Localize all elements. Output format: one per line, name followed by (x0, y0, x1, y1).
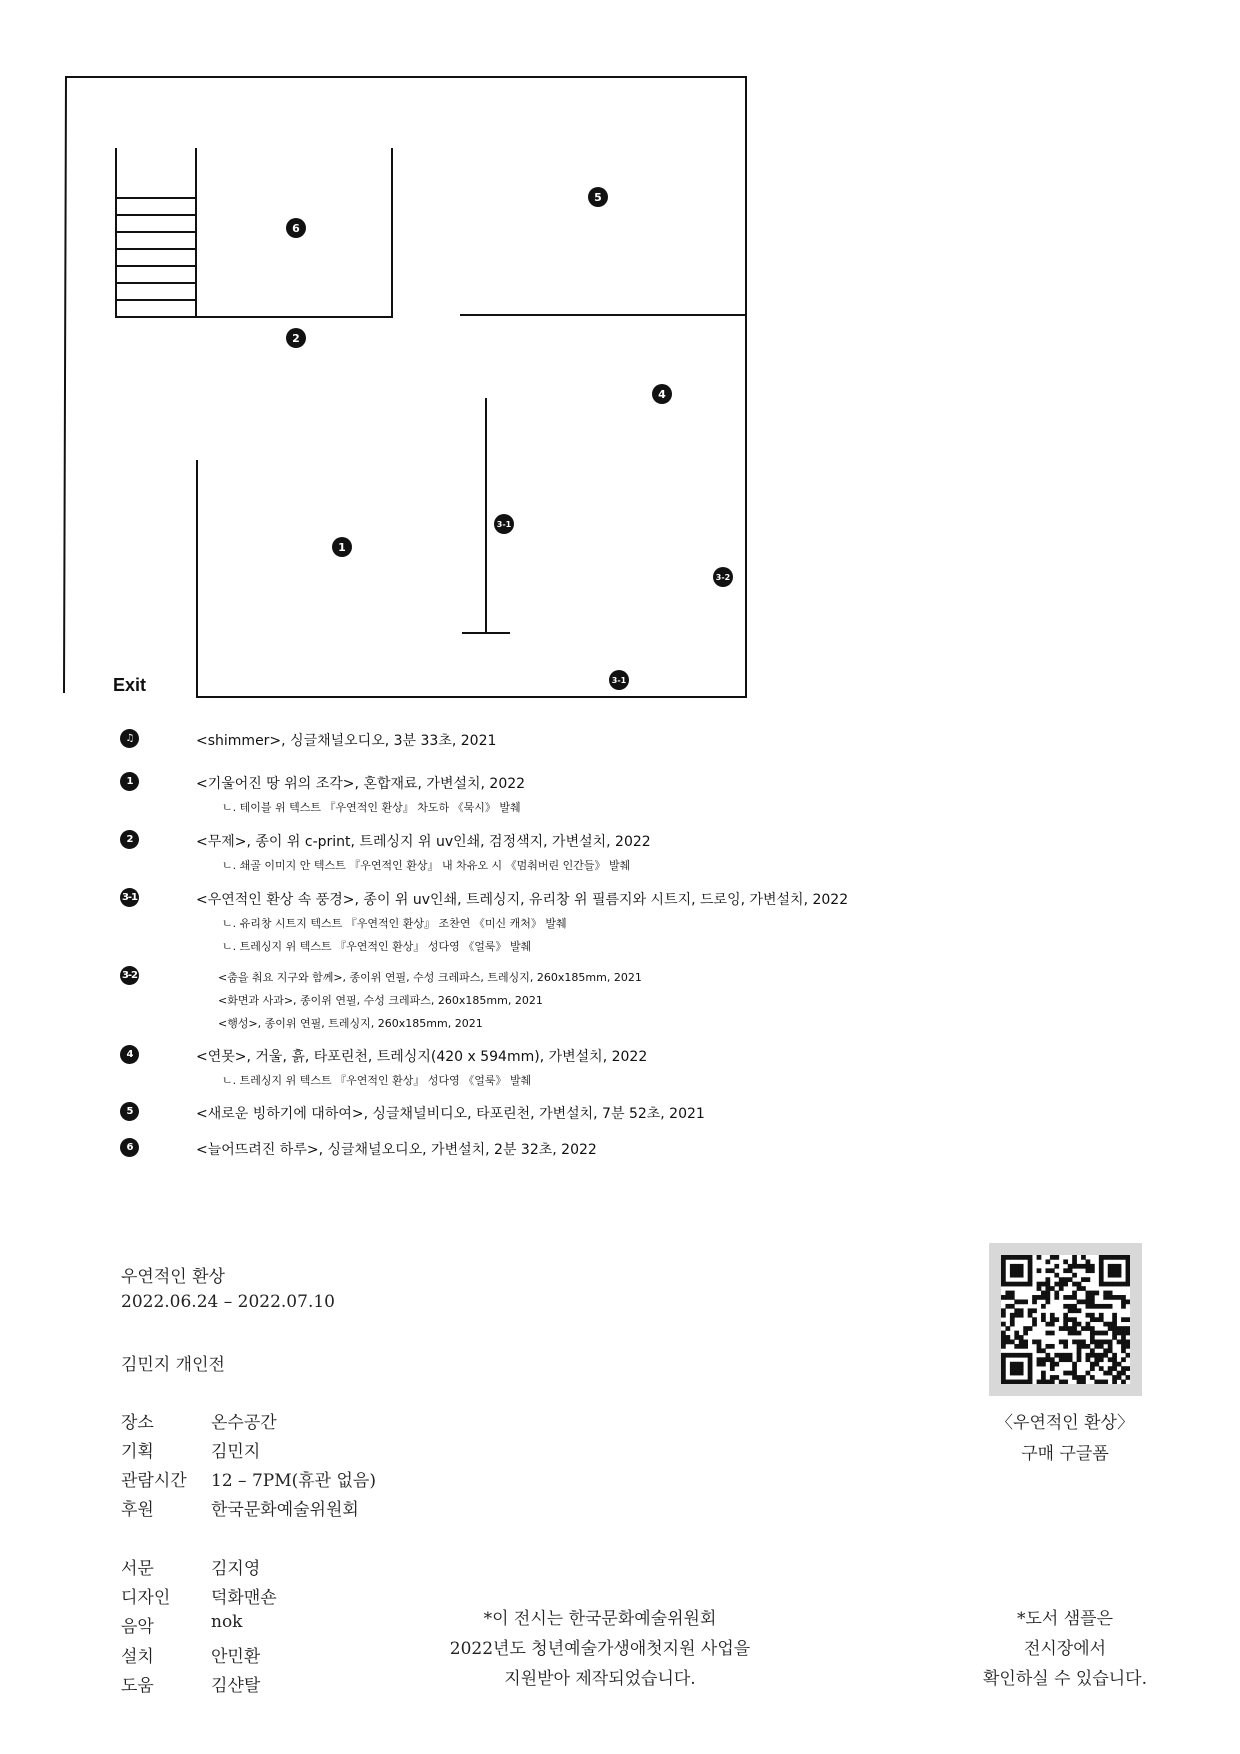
staircase (116, 198, 196, 300)
marker-3-2 (713, 567, 733, 587)
legend-line: <행성>, 종이위 연필, 트레싱지, 260x185mm, 2021 (218, 1017, 483, 1030)
legend-subtext: ㄴ. 트레싱지 위 텍스트 『우연적인 환상』 성다영 《얼룩》 발췌 (222, 1074, 532, 1087)
marker-3-1-window (609, 670, 629, 690)
legend-subtext: ㄴ. 트레싱지 위 텍스트 『우연적인 환상』 성다영 《얼룩》 발췌 (222, 940, 532, 953)
exhibition-dates: 2022.06.24 – 2022.07.10 (121, 1292, 335, 1312)
number-badge: 3-1 (120, 888, 139, 907)
svg-text:3-1: 3-1 (611, 676, 627, 685)
legend-subtext: ㄴ. 유리창 시트지 텍스트 『우연적인 환상』 조찬연 《미신 캐처》 발췌 (222, 917, 567, 930)
floor-plan (0, 0, 760, 700)
legend-subtext: ㄴ. 테이블 위 텍스트 『우연적인 환상』 차도하 《묵시》 발췌 (222, 801, 521, 814)
number-badge: 1 (120, 772, 139, 791)
number-badge: 4 (120, 1045, 139, 1064)
marker-3-1-wall (494, 514, 514, 534)
qr-caption: 〈우연적인 환상〉 구매 구글폼 (996, 1413, 1134, 1464)
number-badge: 5 (120, 1102, 139, 1121)
marker-4 (652, 384, 672, 404)
marker-5 (588, 187, 608, 207)
svg-text:5: 5 (594, 191, 602, 204)
marker-2 (286, 328, 306, 348)
number-badge: 6 (120, 1138, 139, 1157)
legend-subtext: ㄴ. 쇄골 이미지 안 텍스트 『우연적인 환상』 내 차유오 시 《멈춰버린 인간들》 발췌 (222, 859, 631, 872)
legend-text: <기울어진 땅 위의 조각>, 혼합재료, 가변설치, 2022 (196, 776, 526, 792)
svg-text:3-1: 3-1 (496, 520, 512, 529)
legend-text: <무제>, 종이 위 c-print, 트레싱지 위 uv인쇄, 검정색지, 가변설치, 2022 (196, 834, 651, 850)
legend-line: <화면과 사과>, 종이위 연필, 수성 크레파스, 260x185mm, 2021 (218, 994, 543, 1007)
number-badge: 2 (120, 830, 139, 849)
svg-text:6: 6 (292, 222, 300, 235)
music-note-icon: ♫ (120, 729, 139, 748)
sample-note: *도서 샘플은 전시장에서 확인하실 수 있습니다. (982, 1609, 1147, 1689)
support-note: *이 전시는 한국문화예술위원회 2022년도 청년예술가생애첫지원 사업을 지원받아 제작되었습니다. (449, 1609, 751, 1689)
svg-text:4: 4 (658, 388, 666, 401)
marker-1 (332, 537, 352, 557)
exhibition-title: 우연적인 환상 (121, 1267, 225, 1287)
number-badge: 3-2 (120, 966, 139, 985)
exhibition-info: 우연적인 환상 2022.06.24 – 2022.07.10 김민지 개인전 장소 온수공간 기획 김민지 관람시간 12 – 7PM(휴관 없음) 후원 한국문화예술위원회 서문 김지영 디자인 덕화맨숀 음악 nok 설치 안민환 도움 김샨탈 (121, 1262, 521, 1722)
marker-6 (286, 218, 306, 238)
legend-text: <늘어뜨려진 하루>, 싱글채널오디오, 가변설치, 2분 32초, 2022 (196, 1142, 597, 1158)
svg-text:3-2: 3-2 (715, 573, 731, 582)
exhibition-subtitle: 김민지 개인전 (121, 1355, 225, 1375)
legend-text: <새로운 빙하기에 대하여>, 싱글채널비디오, 타포린천, 가변설치, 7분 52초, 2021 (196, 1106, 705, 1122)
outer-wall (64, 77, 746, 697)
svg-text:2: 2 (292, 332, 300, 345)
qr-code[interactable] (989, 1243, 1142, 1396)
legend-line: <춤을 춰요 지구와 함께>, 종이위 연필, 수성 크레파스, 트레싱지, 260x185mm, 2021 (218, 971, 642, 984)
legend-text: <우연적인 환상 속 풍경>, 종이 위 uv인쇄, 트레싱지, 유리창 위 필름지와 시트지, 드로잉, 가변설치, 2022 (196, 892, 849, 908)
qr-code-icon (1001, 1255, 1130, 1384)
exit-label: Exit (113, 675, 147, 695)
legend-text: <연못>, 거울, 흙, 타포린천, 트레싱지(420 x 594mm), 가변설치, 2022 (196, 1049, 648, 1065)
legend-text: <shimmer>, 싱글채널오디오, 3분 33초, 2021 (196, 733, 497, 749)
svg-text:1: 1 (338, 541, 346, 554)
